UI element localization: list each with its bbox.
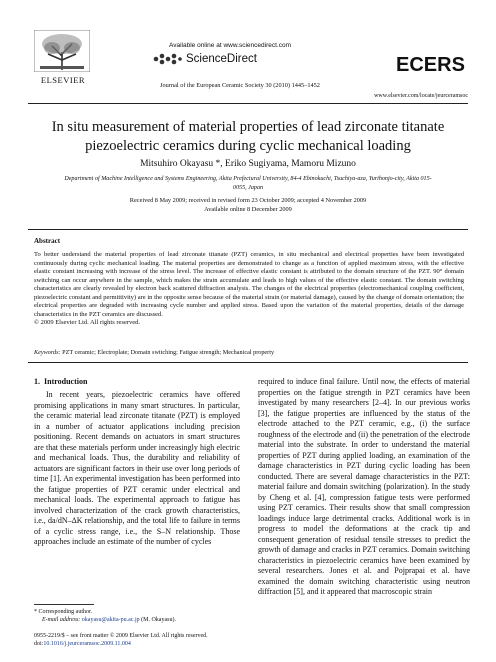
available-online-note: Available online at www.sciencedirect.com — [169, 42, 291, 49]
abstract-heading: Abstract — [34, 237, 61, 245]
author-affiliation: Department of Machine Intelligence and Systems Engineering, Akita Prefectural University, 84-4 Ebinokuchi, Tsuchiya-aza, Yurihonjo-city, Akita 015-0055, Japan — [64, 176, 432, 191]
email-label: E-mail address: — [42, 617, 81, 623]
abstract-copyright: © 2009 Elsevier Ltd. All rights reserved. — [34, 319, 141, 327]
header-rule — [28, 103, 468, 104]
abstract-top-rule — [28, 229, 468, 230]
publisher-name: ELSEVIER — [40, 75, 86, 85]
corresponding-note: * Corresponding author. — [34, 609, 93, 615]
journal-citation: Journal of the European Ceramic Society 30 (2010) 1445–1452 — [160, 82, 320, 89]
footnote-rule — [34, 604, 94, 605]
article-title: In situ measurement of material properties of lead zirconate titanate piezoelectric ceramics during cyclic mechanical loading — [51, 119, 445, 154]
left-column-text: In recent years, piezoelectric ceramics have offered promising applications in many smart structures. In particular, the ceramic material lead zirconate titanate (PZT) is employed in a number of actuator applications including precision positioning. Recent demands on actuators in smart structures are that these materials perform under increasingly high electric and mechanical loads. Thus, the durability and reliability of actuators are significant factors in their use over long periods of time [1]. An experimental investigation has been performed into the fatigue properties of PZT ceramic under electrical and mechanical loads. The experimental approach to fatigue has involved characterization of the crack growth characteristics, i.e., da/dN–ΔK relationship, and the total life to failure in terms of a cyclic stress range, i.e., the S–N relationship. Those approaches include an estimate of the number of cycles — [34, 390, 240, 546]
section-title: Introduction — [44, 377, 88, 386]
abstract-bottom-rule — [28, 362, 468, 363]
journal-url[interactable]: www.elsevier.com/locate/jeurceramsoc — [374, 93, 468, 99]
doi-link[interactable]: 10.1016/j.jeurceramsoc.2009.11.004 — [43, 641, 131, 647]
issn-line: 0955-2219/$ – see front matter © 2009 Elsevier Ltd. All rights reserved. — [34, 633, 208, 639]
email-link[interactable]: okayasu@akita-pu.ac.jp — [81, 617, 140, 623]
keywords — [34, 349, 464, 356]
elsevier-tree-logo — [34, 30, 90, 72]
ecers-journal-logo — [394, 51, 466, 75]
doi-line — [34, 640, 254, 648]
sciencedirect-logo-icon — [152, 52, 182, 66]
email-line — [34, 616, 262, 624]
received-dates: Received 8 May 2009; received in revised form 23 October 2009; accepted 4 November 2009 — [129, 197, 367, 204]
article-dates — [60, 197, 436, 214]
abstract-text: To better understand the material properties of lead zirconate titanate (PZT) ceramics, in situ mechanical and electrical properties have been investigated continuously during cyclic mechanical loading. The material properties are demonstrated to change as a function of applied maximum stress, with the effective elastic constant increasing with increase of the stress level. The increase of effective elastic constant is attributed to the domain structure of the PZT. 90° domain switching can occur anywhere in the sample, which makes the strain accumulate and leads to high values of the effective elastic constant. The domain switching characteristics are clearly revealed by electron back scattered diffraction analysis. The changes of the electrical properties (electromechanical coupling coefficient, piezoelectric constant and permittivity) are in the opposite sense because of the material strain (or material damage), caused by the change of domain orientation; the electrical properties are degraded with increasing cycle number and applied stress. Based upon the variation of the material properties, details of the damage characteristics in the PZT ceramics are discussed. — [34, 251, 464, 318]
right-column-text: required to induce final failure. Until now, the effects of material properties on the fatigue strength in PZT ceramics have been investigated by many researchers [2–4]. In our previous works [3], the fatigue properties are influenced by the status of the electrode attached to the PZT ceramic, e.g., (i) the surface roughness of the electrode and (ii) the penetration of the electrode material into the substrate. In order to understand the material properties of PZT during applied loading, an examination of the damage characteristics in PZT during cyclic loading has been conducted. There are several damage characteristics in the PZT: material failure and domain switching (polarization). In the study by Cheng et al. [4], compression fatigue tests were performed using PZT ceramics. Their results show that small compression loadings induce large detrimental cracks. Additional work is in progress to model the deformations at the crack tip and consequent generation of residual tensile stresses to predict the growth of damage and cracks in PZT ceramics. Domain switching characteristics in piezoelectric ceramics have been examined by several researchers. Jones et al. and Pojprapai et al. have examined the domain switching characteristic using neutron diffraction [5], and it appeared that macroscopic strain — [258, 377, 470, 596]
author-list: Mitsuhiro Okayasu *, Eriko Sugiyama, Mamoru Mizuno — [140, 159, 356, 169]
keywords-list: PZT ceramic; Electroplate; Domain switching; Fatigue strength; Mechanical property — [62, 349, 275, 356]
sciencedirect-brand — [152, 51, 257, 67]
section-heading — [34, 377, 87, 386]
doi-label: doi: — [34, 641, 44, 647]
section-number: 1. — [34, 377, 40, 386]
abstract-body — [34, 251, 464, 328]
available-online-date: Available online 8 December 2009 — [204, 205, 292, 213]
email-name: (M. Okayasu). — [141, 617, 176, 623]
ecers-logo-text: ECERS — [396, 54, 465, 75]
keywords-label: Keywords: — [34, 349, 61, 356]
sciencedirect-wordmark: ScienceDirect — [186, 53, 257, 65]
